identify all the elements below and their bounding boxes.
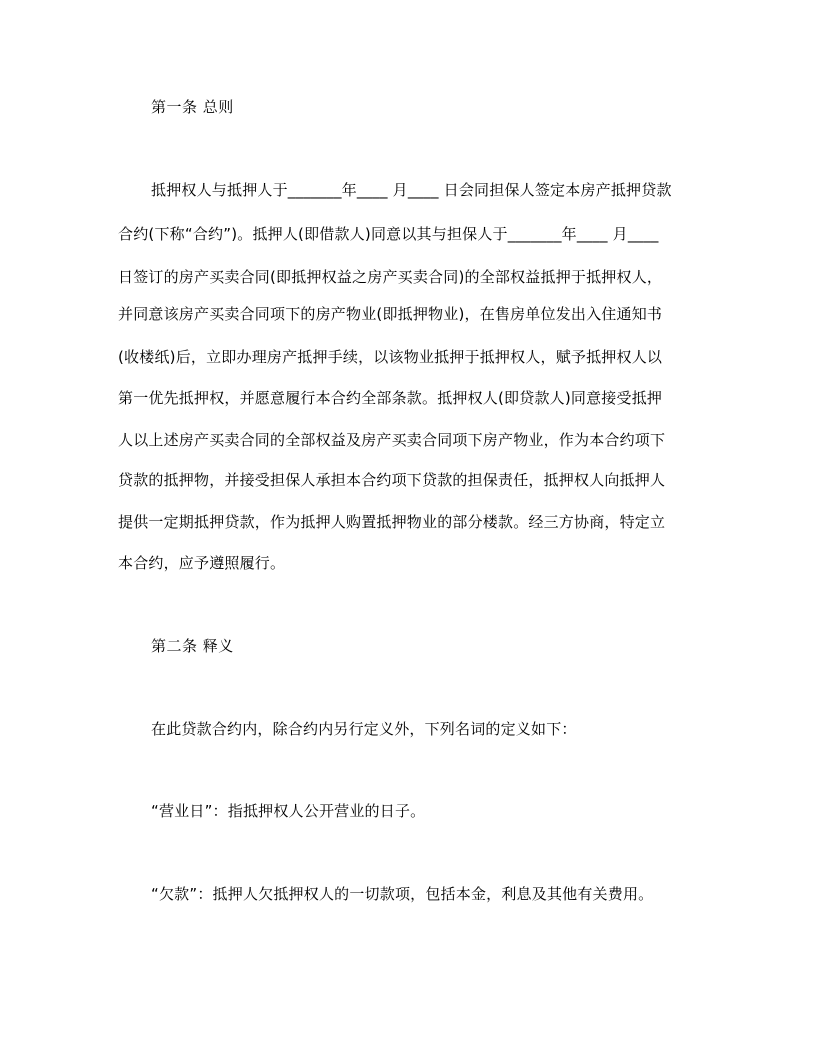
section-1-paragraph-line: 日签订的房产买卖合同(即抵押权益之房产买卖合同)的全部权益抵押于抵押权人， xyxy=(118,268,663,286)
section-1-paragraph-line: 抵押权人与抵押人于_______年____ 月____ 日会同担保人签定本房产抵押贷款 xyxy=(151,181,672,199)
section-1-paragraph-line: 本合约，应予遵照履行。 xyxy=(118,554,286,572)
section-2-intro: 在此贷款合约内，除合约内另行定义外，下列名词的定义如下： xyxy=(151,720,577,738)
section-1-paragraph-line: 合约(下称“合约”)。抵押人(即借款人)同意以其与担保人于_______年____ 月____ xyxy=(118,225,659,243)
section-1-heading: 第一条 总则 xyxy=(151,98,234,116)
definition-item: “营业日”：指抵押权人公开营业的日子。 xyxy=(151,802,426,820)
section-1-paragraph-line: (收楼纸)后，立即办理房产抵押手续，以该物业抵押于抵押权人，赋予抵押权人以 xyxy=(118,348,663,366)
section-1-paragraph-line: 第一优先抵押权，并愿意履行本合约全部条款。抵押权人(即贷款人)同意接受抵押 xyxy=(118,389,663,407)
section-1-paragraph-line: 贷款的抵押物，并接受担保人承担本合约项下贷款的担保责任，抵押权人向抵押人 xyxy=(118,471,666,489)
section-1-paragraph-line: 提供一定期抵押贷款，作为抵押人购置抵押物业的部分楼款。经三方协商，特定立 xyxy=(118,513,666,531)
definition-item: “欠款”：抵押人欠抵押权人的一切款项，包括本金，利息及其他有关费用。 xyxy=(151,885,654,903)
section-1-paragraph-line: 人以上述房产买卖合同的全部权益及房产买卖合同项下房产物业，作为本合约项下 xyxy=(118,431,666,449)
section-2-heading: 第二条 释义 xyxy=(151,637,234,655)
section-1-paragraph-line: 并同意该房产买卖合同项下的房产物业(即抵押物业)，在售房单位发出入住通知书 xyxy=(118,305,663,323)
